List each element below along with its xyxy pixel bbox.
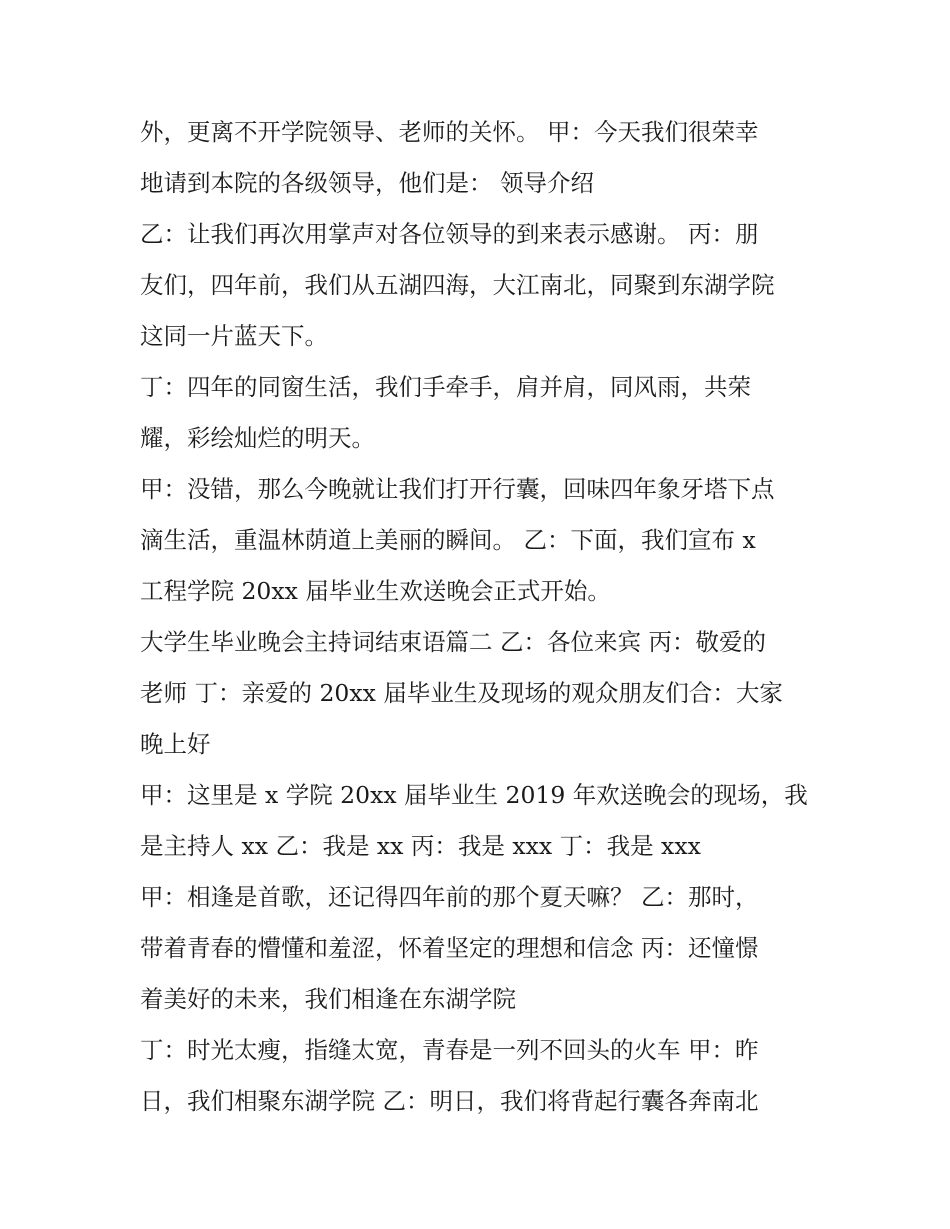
text-line: 是主持人 xx 乙：我是 xx 丙：我是 xxx 丁：我是 xxx (140, 832, 701, 860)
text-line: 着美好的未来，我们相逢在东湖学院 (140, 985, 516, 1013)
text-line: 大学生毕业晚会主持词结束语篇二 乙：各位来宾 丙：敬爱的 (140, 628, 766, 656)
text-line: 丁：四年的同窗生活，我们手牵手，肩并肩，同风雨，共荣 (140, 373, 751, 401)
text-line: 工程学院 20xx 届毕业生欢送晚会正式开始。 (140, 577, 611, 605)
text-line: 丁：时光太瘦，指缝太宽，青春是一列不回头的火车 甲：昨 (140, 1036, 759, 1064)
text-line: 甲：没错，那么今晚就让我们打开行囊，回味四年象牙塔下点 (140, 475, 775, 503)
text-line: 这同一片蓝天下。 (140, 322, 328, 350)
text-line: 滴生活，重温林荫道上美丽的瞬间。 乙：下面，我们宣布 x (140, 526, 756, 554)
text-line: 友们，四年前，我们从五湖四海，大江南北，同聚到东湖学院 (140, 271, 775, 299)
text-line: 甲：相逢是首歌，还记得四年前的那个夏天嘛？ 乙：那时， (140, 883, 759, 911)
text-line: 晚上好 (140, 730, 211, 758)
text-line: 甲：这里是 x 学院 20xx 届毕业生 2019 年欢送晚会的现场，我 (140, 781, 808, 809)
text-line: 带着青春的懵懂和羞涩，怀着坚定的理想和信念 丙：还憧憬 (140, 934, 759, 962)
text-line: 外，更离不开学院领导、老师的关怀。 甲：今天我们很荣幸 (140, 118, 759, 146)
text-line: 耀，彩绘灿烂的明天。 (140, 424, 375, 452)
text-line: 日，我们相聚东湖学院 乙：明日，我们将背起行囊各奔南北 (140, 1087, 759, 1115)
text-line: 老师 丁：亲爱的 20xx 届毕业生及现场的观众朋友们合：大家 (140, 679, 783, 707)
text-line: 地请到本院的各级领导，他们是： 领导介绍 (140, 169, 594, 197)
document-body (140, 107, 830, 1127)
text-line: 乙：让我们再次用掌声对各位领导的到来表示感谢。 丙：朋 (140, 220, 759, 248)
